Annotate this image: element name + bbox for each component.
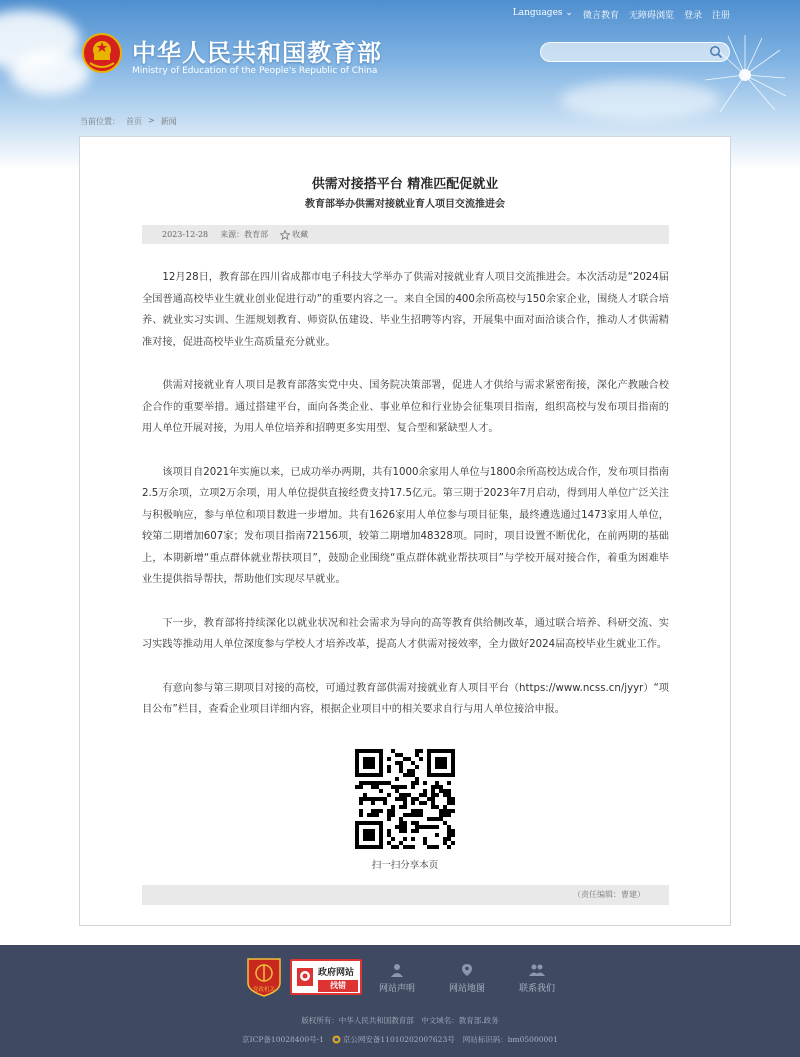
gov-badge-line1: 政府网站 bbox=[318, 968, 355, 978]
article-source: 来源：教育部 bbox=[220, 230, 269, 239]
footer-link-sitemap[interactable] bbox=[437, 963, 497, 994]
breadcrumb bbox=[80, 116, 177, 127]
search-box bbox=[540, 42, 730, 62]
gov-emblem-icon bbox=[296, 967, 314, 987]
qr-code-icon bbox=[355, 749, 455, 849]
favorite-button[interactable] bbox=[280, 229, 308, 240]
article-paragraph: 下一步，教育部将持续深化以就业状况和社会需求为导向的高等教育供给侧改革，通过联合培养、科研交流、实习实践等推动用人单位深度参与学校人才培养改革，提高人才供需对接效率，全力做好2024届高校毕业生就业工作。 bbox=[142, 617, 669, 650]
site-subtitle: Ministry of Education of the People's Republic of China bbox=[132, 66, 378, 76]
gov-site-error-badge[interactable] bbox=[290, 959, 362, 995]
footer-link-label: 网站声明 bbox=[378, 984, 415, 994]
article-body bbox=[142, 267, 669, 743]
login-link[interactable]: 登录 bbox=[683, 11, 702, 21]
icp-link[interactable]: 京ICP备10028400号-1 bbox=[242, 1035, 324, 1044]
cloud-decoration bbox=[10, 50, 90, 95]
party-government-badge-icon[interactable] bbox=[246, 957, 282, 997]
editor-label: （责任编辑：曹建） bbox=[573, 890, 645, 899]
qr-share bbox=[355, 749, 455, 871]
article-paragraph: 有意向参与第三期项目对接的高校，可通过教育部供需对接就业育人项目平台（https://www.ncss.cn/jyyr）“项目公布”栏目，查看企业项目详细内容，根据企业项目中的相关要求自行与用人单位接洽申报。 bbox=[142, 682, 669, 715]
elder-version-link[interactable]: 微言教育 bbox=[582, 11, 619, 21]
breadcrumb-separator: > bbox=[148, 116, 155, 125]
article-date: 2023-12-28 bbox=[162, 230, 209, 239]
accessible-link[interactable]: 无障碍浏览 bbox=[628, 11, 674, 21]
breadcrumb-prefix: 当前位置： bbox=[80, 117, 120, 126]
police-record[interactable] bbox=[332, 1034, 455, 1045]
group-icon bbox=[529, 963, 545, 977]
languages-label: Languages bbox=[512, 8, 563, 18]
article-subtitle: 教育部举办供需对接就业育人项目交流推进会 bbox=[305, 199, 505, 210]
location-pin-icon bbox=[460, 963, 474, 977]
page-footer bbox=[0, 945, 800, 1057]
site-title[interactable]: 中华人民共和国教育部 bbox=[132, 38, 382, 67]
icp-info bbox=[0, 1034, 800, 1045]
national-emblem-icon bbox=[82, 33, 122, 73]
breadcrumb-current[interactable]: 新闻 bbox=[160, 117, 177, 126]
footer-link-label: 联系我们 bbox=[518, 984, 555, 994]
footer-link-statement[interactable] bbox=[367, 963, 427, 994]
search-input[interactable] bbox=[541, 47, 701, 65]
site-code: 网站标识码：bm05000001 bbox=[462, 1035, 558, 1044]
breadcrumb-home[interactable]: 首页 bbox=[126, 117, 142, 126]
article-paragraph: 供需对接就业育人项目是教育部落实党中央、国务院决策部署，促进人才供给与需求紧密衔接，深化产教融合校企合作的重要举措。通过搭建平台，面向各类企业、事业单位和行业协会征集项目指南，组织高校与发布项目指南的用人单位开展对接，为用人单位培养和招聘更多实用型、复合型和紧缺型人才。 bbox=[142, 380, 669, 434]
top-links bbox=[513, 8, 730, 21]
search-icon[interactable] bbox=[709, 45, 723, 59]
article-paragraph: 12月28日，教育部在四川省成都市电子科技大学举办了供需对接就业育人项目交流推进会。本次活动是“2024届全国普通高校毕业生就业创业促进行动”的重要内容之一。来自全国的400余所高校与150余家企业，围绕人才联合培养、就业实习实训、生涯规划教育、师资队伍建设、毕业生招聘等内容，开展集中面对面洽谈合作，推动人才供需精准对接，促进高校毕业生高质量充分就业。 bbox=[142, 272, 669, 348]
police-record-label: 京公网安备11010202007623号 bbox=[342, 1035, 455, 1044]
article-container bbox=[79, 136, 731, 926]
party-badge-label: 党政机关 bbox=[252, 987, 276, 993]
article-paragraph: 该项目自2021年实施以来，已成功举办两期，共有1000余家用人单位与1800余所高校达成合作，发布项目指南2.5万余项，立项2万余项，用人单位提供直接经费支持17.5亿元。第三期于2023年7月启动，得到用人单位广泛关注与积极响应，参与单位和项目数进一步增加。共有1626家用人单位参与项目征集，最终遴选通过1473家用人单位，较第二期增加607家；发布项目指南72156项，较第二期增加48328项。同时，项目设置不断优化，在前两期的基础上，本期新增“重点群体就业帮扶项目”，鼓励企业围绕“重点群体就业帮扶项目”与学校开展对接合作，着重为困难毕业生提供指导帮扶，帮助他们实现尽早就业。 bbox=[142, 466, 669, 585]
qr-caption: 扫一扫分享本页 bbox=[371, 860, 439, 871]
favorite-label: 收藏 bbox=[292, 230, 309, 239]
gov-badge-line2: 找错 bbox=[318, 980, 358, 992]
copyright-text: 版权所有：中华人民共和国教育部 中文域名：教育部.政务 bbox=[301, 1016, 499, 1025]
star-icon bbox=[280, 230, 290, 240]
cloud-decoration bbox=[560, 80, 720, 120]
register-link[interactable]: 注册 bbox=[711, 11, 730, 21]
person-icon bbox=[390, 963, 404, 977]
article-title: 供需对接搭平台 精准匹配促就业 bbox=[311, 177, 499, 192]
editor-bar bbox=[142, 885, 669, 905]
languages-menu[interactable]: Languages ⌄ bbox=[512, 8, 573, 18]
footer-link-label: 网站地图 bbox=[448, 984, 485, 994]
footer-link-contact[interactable] bbox=[507, 963, 567, 994]
police-badge-icon bbox=[332, 1035, 341, 1044]
article-meta bbox=[142, 225, 669, 244]
